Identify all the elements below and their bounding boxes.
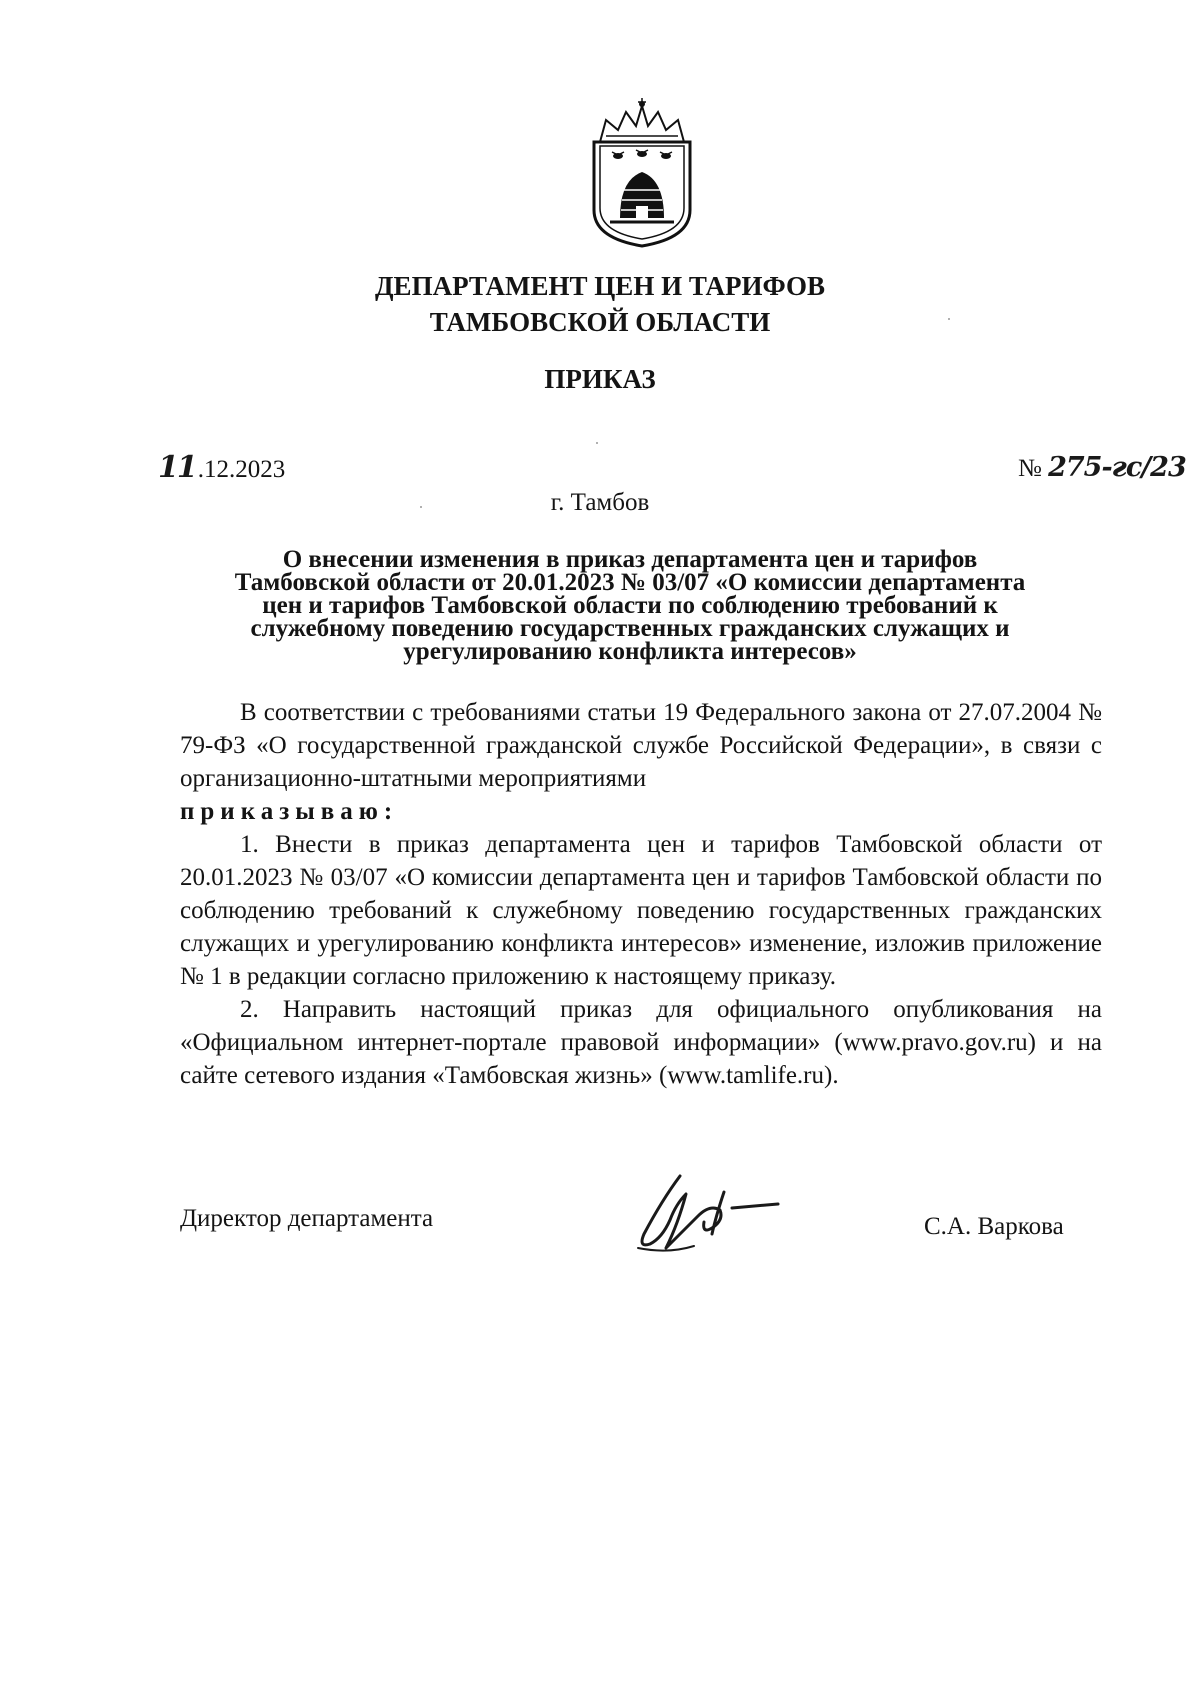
number-value-handwritten: 275-гс/23 (1048, 452, 1186, 483)
subject-line-3: цен и тарифов Тамбовской области по соблюдению требований к (262, 592, 998, 619)
subject-line-5: урегулированию конфликта интересов» (403, 638, 857, 665)
organization-line-2: ТАМБОВСКОЙ ОБЛАСТИ (429, 307, 771, 337)
item-2-paragraph: 2. Направить настоящий приказ для официального опубликования на «Официальном интернет-портале правовой информации» (www.pravo.gov.ru) и на сайте сетевого издания «Тамбовская жизнь» (www.tamlife.ru). (180, 996, 1102, 1089)
signatory-name: С.А. Варкова (924, 1213, 1064, 1240)
coat-of-arms-icon (586, 98, 698, 248)
document-number (1018, 452, 1186, 483)
document-date (158, 450, 285, 485)
document-body (180, 696, 1102, 1092)
subject-line-2: Тамбовской области от 20.01.2023 № 03/07 «О комиссии департамента (234, 569, 1026, 596)
item-1-paragraph: 1. Внести в приказ департамента цен и тарифов Тамбовской области от 20.01.2023 № 03/07 «О комиссии департамента цен и тарифов Тамбовской области по соблюдению требований к служебному поведению государственных гражданских служащих и урегулированию конфликта интересов» изменение, изложив приложение № 1 в редакции согласно приложению к настоящему приказу. (180, 831, 1102, 990)
scan-speck (948, 318, 950, 320)
date-day-handwritten: 11 (158, 450, 196, 485)
date-rest: .12.2023 (197, 456, 286, 483)
city-line: г. Тамбов (550, 489, 650, 516)
organization-line-1: ДЕПАРТАМЕНТ ЦЕН И ТАРИФОВ (374, 271, 826, 301)
subject-line-4: служебному поведению государственных гражданских служащих и (250, 615, 1010, 642)
document-subject (190, 548, 1070, 663)
subject-line-1: О внесении изменения в приказ департамента цен и тарифов (282, 546, 978, 573)
order-word-paragraph (180, 795, 1102, 828)
scan-speck (596, 442, 598, 444)
scan-speck (420, 506, 422, 508)
document-type: ПРИКАЗ (544, 364, 656, 394)
organization-name (0, 268, 1200, 340)
intro-paragraph: В соответствии с требованиями статьи 19 Федерального закона от 27.07.2004 № 79-ФЗ «О государственной гражданской службе Российской Федерации», в связи с организационно-штатными мероприятиями (180, 699, 1102, 792)
order-word: приказываю: (180, 798, 399, 825)
signatory-title: Директор департамента (180, 1205, 434, 1232)
handwritten-signature-icon (628, 1164, 788, 1260)
number-prefix: № (1018, 455, 1042, 482)
